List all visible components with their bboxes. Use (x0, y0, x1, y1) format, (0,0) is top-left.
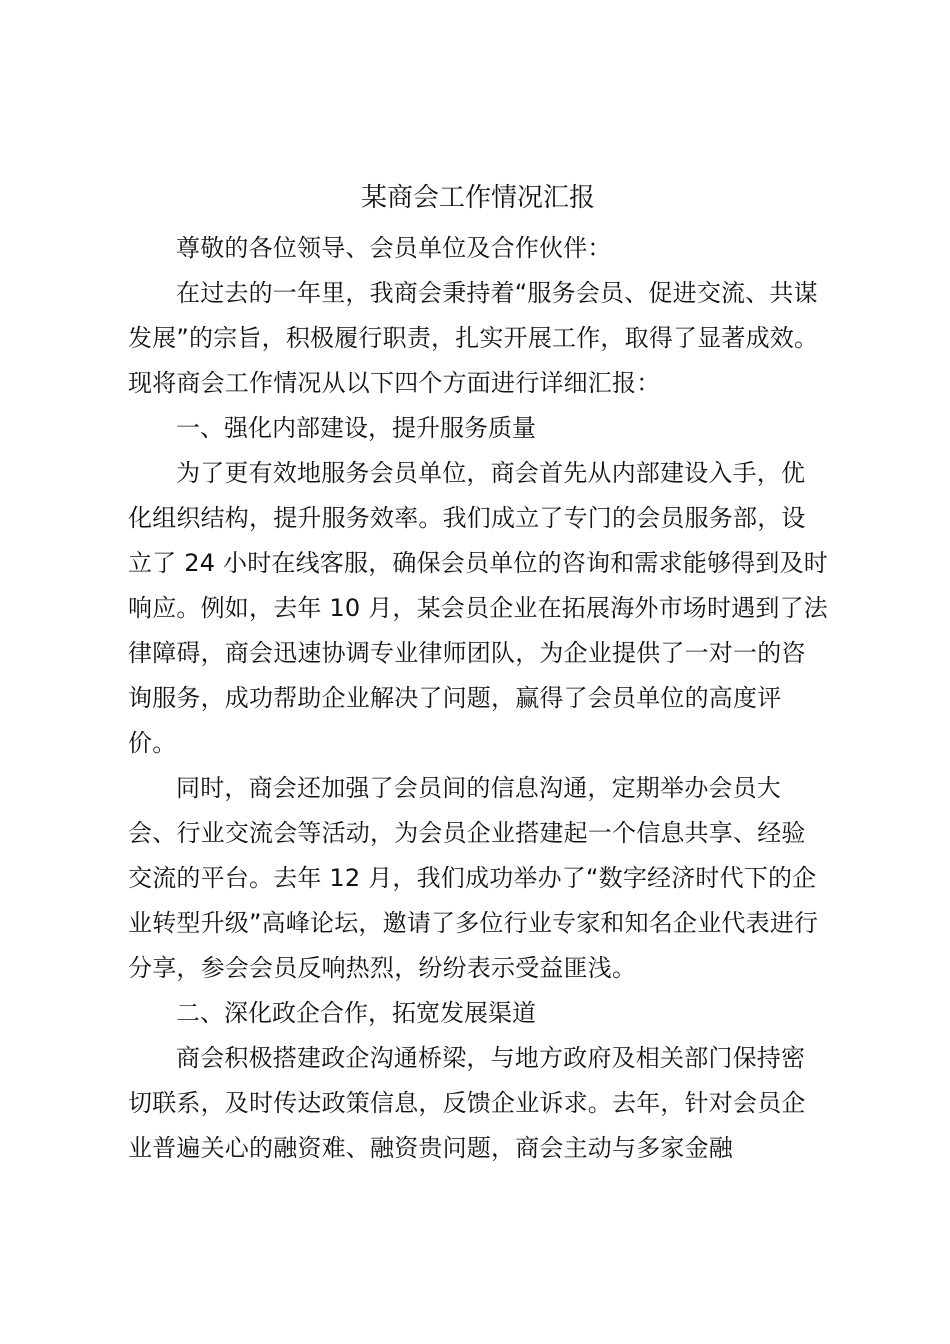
section-2-paragraph-1: 商会积极搭建政企沟通桥梁，与地方政府及相关部门保持密切联系，及时传达政策信息，反馈企业诉求。去年，针对会员企业普遍关心的融资难、融资贵问题，商会主动与多家金融 (128, 1044, 806, 1162)
section-1-paragraph-1: 为了更有效地服务会员单位，商会首先从内部建设入手，优化组织结构，提升服务效率。我们成立了专门的会员服务部，设立了 24 小时在线客服，确保会员单位的咨询和需求能够得到及时响应。例如，去年 10 月，某会员企业在拓展海外市场时遇到了法律障碍，商会迅速协调专业律师团队，为企业提供了一对一的咨询服务，成功帮助企业解决了问题，赢得了会员单位的高度评价。 (128, 459, 828, 757)
section-1-paragraph-2: 同时，商会还加强了会员间的信息沟通，定期举办会员大会、行业交流会等活动，为会员企业搭建起一个信息共享、经验交流的平台。去年 12 月，我们成功举办了“数字经济时代下的企业转型升级”高峰论坛，邀请了多位行业专家和知名企业代表进行分享，参会会员反响热烈，纷纷表示受益匪浅。 (128, 774, 819, 982)
intro-paragraph: 在过去的一年里，我商会秉持着“服务会员、促进交流、共谋发展”的宗旨，积极履行职责，扎实开展工作，取得了显著成效。现将商会工作情况从以下四个方面进行详细汇报： (128, 279, 819, 397)
salutation: 尊敬的各位领导、会员单位及合作伙伴： (176, 234, 612, 262)
document-title: 某商会工作情况汇报 (360, 183, 595, 213)
section-1-heading: 一、强化内部建设，提升服务质量 (176, 414, 536, 442)
section-2-heading: 二、深化政企合作，拓宽发展渠道 (176, 999, 536, 1027)
document-body (128, 170, 828, 1171)
